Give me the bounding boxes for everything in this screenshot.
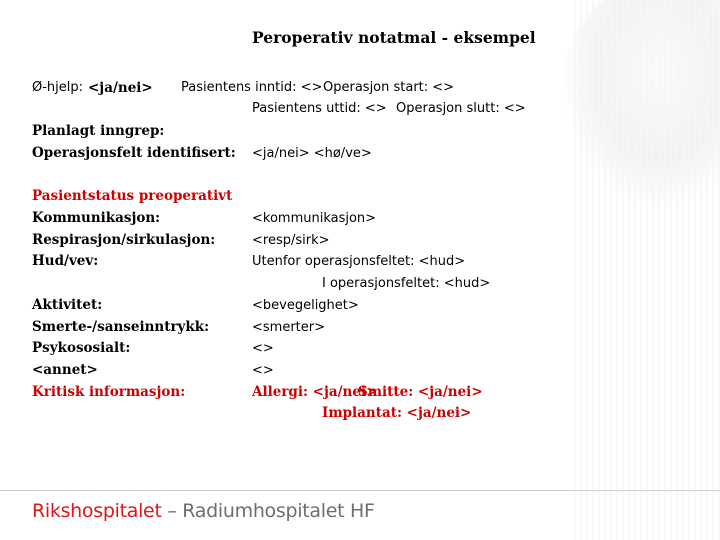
logo-rikshospitalet: Rikshospitalet [32, 500, 162, 522]
annet-label: <annet> [32, 362, 98, 378]
kommunikasjon-label: Kommunikasjon: [32, 210, 161, 226]
logo-hf: HF [344, 500, 375, 522]
allergi-text: Allergi: <ja/nei> [252, 384, 378, 400]
logo-radiumhospitalet: Radiumhospitalet [182, 500, 345, 522]
psykososialt-value: <> [252, 341, 274, 356]
respirasjon-value: <resp/sirk> [252, 233, 330, 248]
respirasjon-label: Respirasjon/sirkulasjon: [32, 232, 216, 248]
psykososialt-label: Psykososialt: [32, 340, 131, 356]
footer-divider [0, 490, 720, 491]
smerte-value: <smerter> [252, 320, 326, 335]
operasjon-slutt-text: Operasjon slutt: <> [396, 101, 526, 116]
inntid-text: Pasientens inntid: <> [181, 80, 323, 95]
logo-separator: – [161, 500, 183, 522]
kritisk-informasjon-label: Kritisk informasjon: [32, 384, 186, 400]
hud-label: Hud/vev: [32, 253, 99, 269]
background-stripes [570, 0, 720, 540]
kommunikasjon-value: <kommunikasjon> [252, 211, 377, 226]
ohjelp-label: Ø-hjelp: [32, 80, 84, 95]
smerte-label: Smerte-/sanseinntrykk: [32, 319, 210, 335]
annet-value: <> [252, 363, 274, 378]
planlagt-inngrep-label: Planlagt inngrep: [32, 123, 165, 139]
hud-value-i: I operasjonsfeltet: <hud> [322, 276, 491, 291]
operasjonsfelt-label: Operasjonsfelt identifisert: [32, 145, 236, 161]
section-heading: Pasientstatus preoperativt [32, 188, 233, 204]
footer-logo [32, 500, 375, 522]
operasjonsfelt-value: <ja/nei> <hø/ve> [252, 146, 372, 161]
ohjelp-value: <ja/nei> [88, 80, 153, 96]
implantat-text: Implantat: <ja/nei> [322, 405, 472, 421]
aktivitet-label: Aktivitet: [32, 297, 103, 313]
uttid-text: Pasientens uttid: <> [252, 101, 387, 116]
page-title: Peroperativ notatmal - eksempel [252, 28, 536, 47]
hud-value-utenfor: Utenfor operasjonsfeltet: <hud> [252, 254, 466, 269]
smitte-text: Smitte: <ja/nei> [358, 384, 483, 400]
operasjon-start-text: Operasjon start: <> [323, 80, 455, 95]
aktivitet-value: <bevegelighet> [252, 298, 359, 313]
